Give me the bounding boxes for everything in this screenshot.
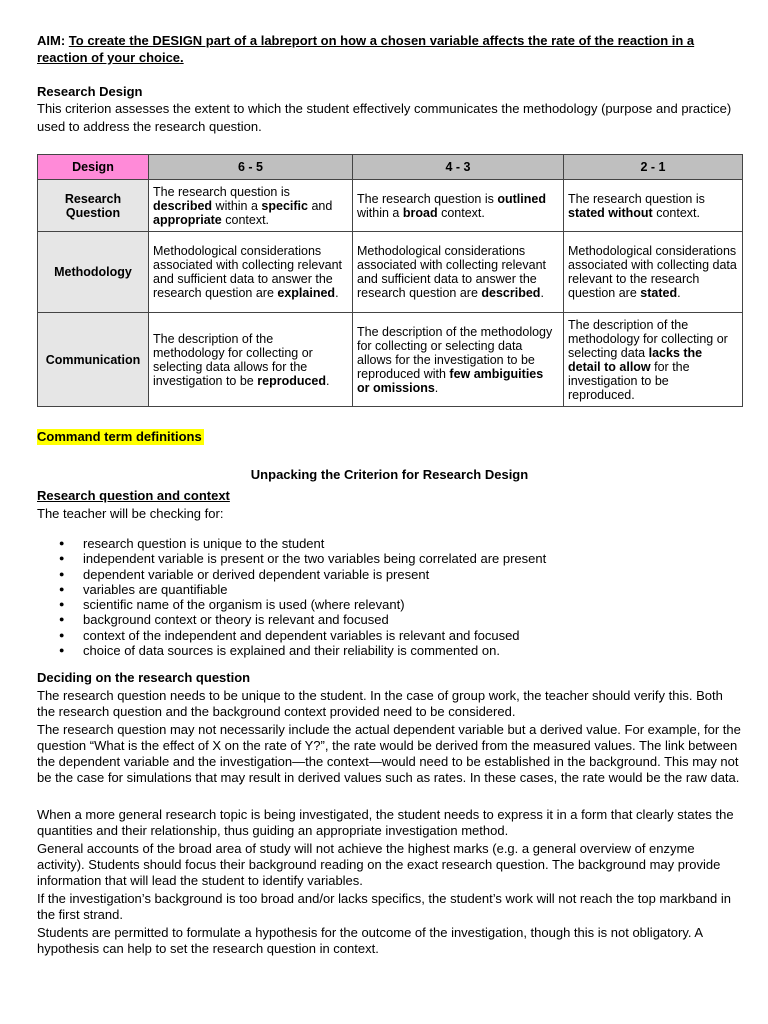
bold-term: stated xyxy=(640,286,678,300)
aim-label: AIM: xyxy=(37,33,66,48)
cell-text: Methodological considerations associated with collecting relevant and sufficient data to answer the research question are xyxy=(153,244,342,300)
rubric-cell xyxy=(564,232,743,313)
row-label: Methodology xyxy=(38,232,149,313)
list-item: ● variables are quantifiable xyxy=(37,582,742,597)
cell-text: The description of the methodology for collecting or selecting data allows for the investigation to be xyxy=(153,331,313,388)
rubric-cell xyxy=(353,313,564,407)
cell-text: for the investigation to be reproduced. xyxy=(568,359,690,402)
bold-term: stated without xyxy=(568,205,653,220)
deciding-paragraph: Students are permitted to formulate a hypothesis for the outcome of the investigation, though this is not obligatory. A hypothesis can help to set the research question in context. xyxy=(37,925,703,957)
cell-text: The description of the methodology for collecting or selecting data xyxy=(568,317,728,360)
aim-statement xyxy=(37,32,742,66)
research-design-description: This criterion assesses the extent to which the student effectively communicates the methodology (purpose and practice) used to address the research question. xyxy=(37,101,732,134)
cell-text: The description of the methodology for collecting or selecting data allows for the investigation to be reproduced with xyxy=(357,324,553,381)
header-2-1: 2 - 1 xyxy=(564,155,743,180)
bold-term: broad xyxy=(402,205,438,220)
deciding-paragraph: If the investigation’s background is too broad and/or lacks specifics, the student’s work will not reach the top markband in the first strand. xyxy=(37,891,731,923)
bold-term: reproduced xyxy=(257,373,327,388)
header-4-3: 4 - 3 xyxy=(353,155,564,180)
bold-term: appropriate xyxy=(153,212,222,227)
cell-text: context. xyxy=(221,212,270,227)
deciding-paragraph: The research question may not necessarily include the actual dependent variable but a derived value. For example, for the question “What is the effect of X on the rate of Y?”, the rate would be derived from the measured values. The link between the dependent variable and the investigation—the context—would need to be established in the background. This may not be the case for simulations that may result in derived values such as rates. In these cases, the rate would be the raw data. xyxy=(37,722,741,786)
rubric-cell xyxy=(353,232,564,313)
list-item: ● research question is unique to the student xyxy=(37,536,742,551)
cell-text: . xyxy=(540,286,544,300)
deciding-paragraph: When a more general research topic is being investigated, the student needs to express it in a form that clearly states the quantities and their relationship, thus guiding an appropriate investigation method. xyxy=(37,807,734,839)
rubric-cell xyxy=(564,313,743,407)
header-design: Design xyxy=(38,155,149,180)
rubric-row-methodology xyxy=(38,232,743,313)
rubric-cell xyxy=(149,180,353,232)
row-label: Research Question xyxy=(38,180,149,232)
cell-text: context. xyxy=(652,205,700,220)
bold-term: described xyxy=(481,286,541,300)
bold-term: outlined xyxy=(497,191,546,206)
command-term-definitions: Command term definitions xyxy=(37,429,202,444)
cell-text: . xyxy=(434,380,439,395)
research-design-heading: Research Design xyxy=(37,84,143,99)
rubric-table xyxy=(37,154,743,407)
document-page xyxy=(37,32,742,957)
rq-context-intro: The teacher will be checking for: xyxy=(37,506,224,521)
cell-text: . xyxy=(326,373,330,388)
bold-term: lacks the detail to allow xyxy=(568,345,703,374)
rubric-cell xyxy=(149,232,353,313)
rubric-header-row xyxy=(38,155,743,180)
list-item: ● dependent variable or derived dependent variable is present xyxy=(37,567,742,582)
checklist xyxy=(37,536,742,658)
bold-term: specific xyxy=(261,198,308,213)
rubric-cell xyxy=(353,180,564,232)
deciding-paragraph: The research question needs to be unique to the student. In the case of group work, the teacher should verify this. Both the research question and the background context provided need to be considered. xyxy=(37,688,723,720)
rubric-row-research-question xyxy=(38,180,743,232)
deciding-heading: Deciding on the research question xyxy=(37,670,251,686)
bold-term: described xyxy=(153,198,213,213)
cell-text: Methodological considerations associated with collecting data relevant to the research question are xyxy=(568,244,737,300)
list-item: ● independent variable is present or the two variables being correlated are present xyxy=(37,551,742,566)
list-item: ● choice of data sources is explained and their reliability is commented on. xyxy=(37,643,742,658)
rubric-row-communication xyxy=(38,313,743,407)
cell-text: The research question is xyxy=(357,191,498,206)
aim-text: To create the DESIGN part of a labreport on how a chosen variable affects the rate of the reaction in a reaction of your choice. xyxy=(37,33,695,65)
bold-term: few ambiguities or omissions xyxy=(357,366,544,395)
list-item: ● background context or theory is relevant and focused xyxy=(37,612,742,627)
cell-text: . xyxy=(335,286,339,300)
cell-text: . xyxy=(677,286,681,300)
rubric-cell xyxy=(564,180,743,232)
cell-text: The research question is xyxy=(568,191,705,206)
unpacking-title: Unpacking the Criterion for Research Design xyxy=(250,467,529,482)
rq-context-heading: Research question and context xyxy=(37,488,230,503)
deciding-paragraph: General accounts of the broad area of study will not achieve the highest marks (e.g. a general overview of enzyme activity). Students should focus their background reading on the exact research question. The background may provide information that will lead the student to identify variables. xyxy=(37,841,721,889)
row-label: Communication xyxy=(38,313,149,407)
cell-text: The research question is xyxy=(153,184,290,199)
cell-text: Methodological considerations associated with collecting relevant and sufficient data to answer the research question are xyxy=(357,244,546,300)
list-item: ● scientific name of the organism is used (where relevant) xyxy=(37,597,742,612)
header-6-5: 6 - 5 xyxy=(149,155,353,180)
cell-text: context. xyxy=(437,205,485,220)
rubric-cell xyxy=(149,313,353,407)
cell-text: and xyxy=(307,198,333,213)
cell-text: within a xyxy=(212,198,262,213)
bold-term: explained xyxy=(277,286,336,300)
cell-text: within a xyxy=(357,205,403,220)
list-item: ● context of the independent and dependent variables is relevant and focused xyxy=(37,628,742,643)
